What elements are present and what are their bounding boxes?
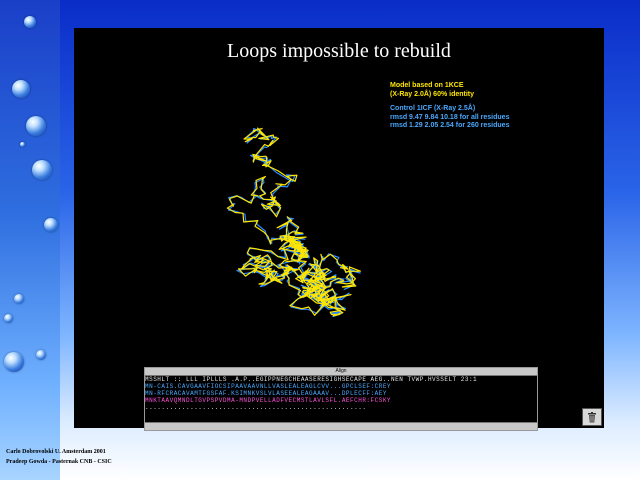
bubble-decoration xyxy=(32,160,52,180)
bubble-decoration xyxy=(4,352,24,372)
control-line-3: rmsd 1.29 2.05 2.54 for 260 residues xyxy=(390,122,510,129)
trash-icon[interactable] xyxy=(582,408,602,426)
bubble-decoration xyxy=(44,218,58,232)
protein-backbone-image xyxy=(199,88,469,373)
sequence-row: ...................................................... xyxy=(145,404,367,411)
control-line-2: rmsd 9.47 9.84 10.18 for all residues xyxy=(390,113,510,121)
bubble-decoration xyxy=(14,294,24,304)
sequence-window-titlebar[interactable]: Align xyxy=(145,368,537,376)
bubble-decoration xyxy=(24,16,36,28)
footer-line-1: Carlo Dobrovolski U. Amsterdam 2001 xyxy=(6,449,106,455)
bubble-decoration xyxy=(26,116,46,136)
model-line-1: Model based on 1KCE xyxy=(390,82,464,89)
control-line-1: Control 1ICF (X-Ray 2.5Å) xyxy=(390,105,476,112)
sequence-row: MN-CAIS.CAVGAAVFIOCSIPAAVAAVNLLVASLEALEAGLCVV...GPCLSEF:CREY xyxy=(145,383,392,390)
slide-footer xyxy=(6,447,112,467)
protein-viewer-panel xyxy=(74,28,604,428)
bubble-decoration xyxy=(12,80,30,98)
bubble-decoration xyxy=(4,314,13,323)
sequence-row: MN-RFCRACAVAMTFGSFAF.KSIMNKVSLVLASEEALEAGAAAV...DPLECFF:AEY xyxy=(145,390,387,397)
sequence-window-scrollbar[interactable] xyxy=(145,422,537,430)
sequence-row: MNKTAAVQMNDLTGVPSPVDMA-MNDPVELLADFVECMSTLAVLSFL.AEFCHR:FCSKY xyxy=(145,397,392,404)
bubble-decoration xyxy=(36,350,46,360)
footer-line-2: Pradeep Gowda - Pasternak CNB - CSIC xyxy=(6,459,112,465)
bubble-decoration xyxy=(20,142,25,147)
decorative-sidebar xyxy=(0,0,60,480)
model-line-2: (X-Ray 2.0Å) 60% identity xyxy=(390,90,475,98)
slide-title: Loops impossible to rebuild xyxy=(227,40,451,62)
sequence-row: MSSHLT :: LLL IPLLLS .A.P..EGIPPNEGCHEAASERESIGHSECAPE AEG..NEN TVWP.HVSSELT 23:1 xyxy=(145,376,478,383)
sequence-alignment-window[interactable] xyxy=(144,367,538,431)
